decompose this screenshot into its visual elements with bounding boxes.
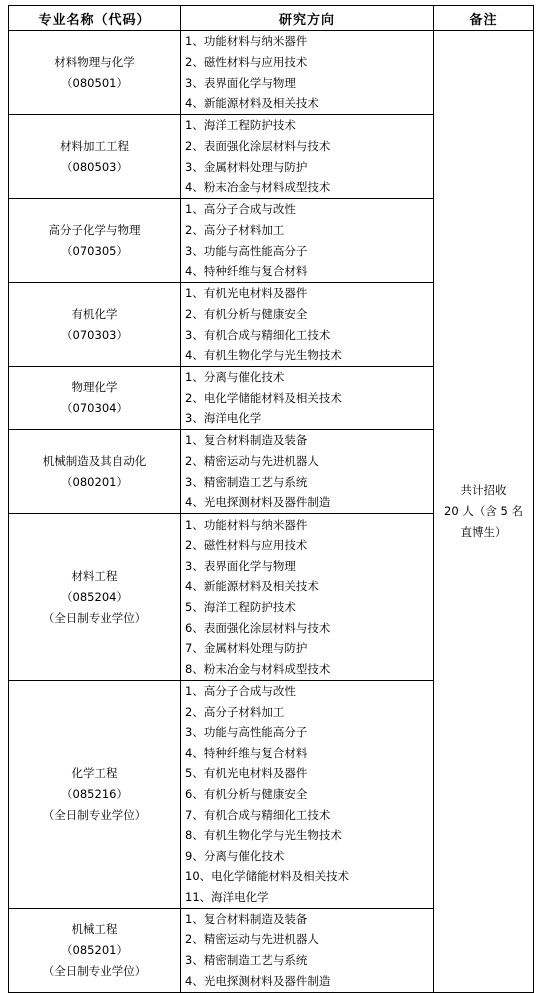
research-direction: 6、表面强化涂层材料与技术 bbox=[185, 620, 331, 635]
major-code: （070303） bbox=[61, 327, 128, 342]
research-direction: 3、表界面化学与物理 bbox=[185, 558, 296, 573]
research-direction: 2、磁性材料与应用技术 bbox=[185, 538, 308, 553]
directions-cell bbox=[181, 367, 434, 430]
research-direction: 3、精密制造工艺与系统 bbox=[185, 953, 308, 968]
major-code: （070304） bbox=[61, 401, 128, 415]
research-direction: 4、粉末冶金与材料成型技术 bbox=[185, 180, 331, 195]
research-direction: 1、功能材料与纳米器件 bbox=[185, 517, 308, 532]
major-code: （070305） bbox=[61, 243, 128, 258]
research-direction: 4、特种纤维与复合材料 bbox=[185, 745, 308, 760]
research-direction: 5、海洋工程防护技术 bbox=[185, 600, 296, 614]
research-direction: 2、表面强化涂层材料与技术 bbox=[185, 138, 331, 153]
header-note: 备注 bbox=[434, 6, 534, 31]
research-direction: 4、光电探测材料及器件制造 bbox=[185, 973, 331, 988]
major-code: （085201） bbox=[61, 942, 128, 957]
major-name: 材料物理与化学 bbox=[54, 54, 135, 69]
major-name: 材料工程 bbox=[71, 568, 118, 583]
admissions-table bbox=[8, 5, 534, 993]
directions-cell bbox=[181, 199, 434, 283]
research-direction: 3、精密制造工艺与系统 bbox=[185, 474, 308, 489]
major-name: 物理化学 bbox=[71, 380, 118, 394]
directions-cell bbox=[181, 115, 434, 199]
major-code: （080503） bbox=[61, 159, 128, 174]
research-direction: 4、光电探测材料及器件制造 bbox=[185, 495, 331, 510]
directions-cell bbox=[181, 430, 434, 514]
major-name: 材料加工工程 bbox=[60, 138, 129, 153]
research-direction: 2、电化学储能材料及相关技术 bbox=[185, 390, 342, 405]
major-code: （080501） bbox=[61, 75, 128, 90]
directions-cell bbox=[181, 283, 434, 367]
major-cell bbox=[9, 514, 181, 681]
major-cell bbox=[9, 283, 181, 367]
research-direction: 1、分离与催化技术 bbox=[185, 370, 285, 385]
note-line: 共计招收 bbox=[460, 482, 507, 497]
research-direction: 1、复合材料制造及装备 bbox=[185, 433, 308, 448]
header-row bbox=[9, 6, 534, 31]
research-direction: 2、高分子材料加工 bbox=[185, 704, 285, 719]
note-line: 20 人（含 5 名 bbox=[444, 503, 523, 518]
research-direction: 3、功能与高性能高分子 bbox=[185, 243, 308, 258]
directions-cell bbox=[181, 514, 434, 681]
research-direction: 11、海洋电化学 bbox=[185, 889, 269, 904]
note-line: 直博生） bbox=[460, 524, 507, 539]
table-row bbox=[9, 31, 534, 115]
research-direction: 8、粉末冶金与材料成型技术 bbox=[185, 661, 331, 676]
research-direction: 1、高分子合成与改性 bbox=[185, 202, 296, 217]
research-direction: 2、有机分析与健康安全 bbox=[185, 306, 308, 321]
research-direction: 4、有机生物化学与光生物技术 bbox=[185, 348, 342, 363]
major-cell bbox=[9, 199, 181, 283]
research-direction: 8、有机生物化学与光生物技术 bbox=[185, 828, 342, 843]
header-major: 专业名称（代码） bbox=[9, 6, 181, 31]
research-direction: 3、金属材料处理与防护 bbox=[185, 159, 308, 174]
directions-cell bbox=[181, 908, 434, 992]
research-direction: 1、功能材料与纳米器件 bbox=[185, 34, 308, 49]
major-cell bbox=[9, 31, 181, 115]
major-code: （085216） bbox=[61, 786, 128, 801]
research-direction: 1、有机光电材料及器件 bbox=[185, 286, 308, 301]
header-direction: 研究方向 bbox=[181, 6, 434, 31]
research-direction: 2、精密运动与先进机器人 bbox=[185, 932, 319, 947]
major-cell bbox=[9, 908, 181, 992]
research-direction: 3、有机合成与精细化工技术 bbox=[185, 327, 331, 342]
research-direction: 2、精密运动与先进机器人 bbox=[185, 453, 319, 468]
major-code: （080201） bbox=[61, 474, 128, 489]
research-direction: 1、高分子合成与改性 bbox=[185, 684, 296, 698]
research-direction: 3、功能与高性能高分子 bbox=[185, 725, 308, 740]
research-direction: 2、磁性材料与应用技术 bbox=[185, 54, 308, 69]
major-name: 高分子化学与物理 bbox=[48, 222, 141, 237]
major-degree-type: （全日制专业学位） bbox=[42, 963, 147, 978]
research-direction: 3、表界面化学与物理 bbox=[185, 75, 296, 90]
research-direction: 1、海洋工程防护技术 bbox=[185, 118, 296, 133]
major-name: 机械制造及其自动化 bbox=[42, 453, 147, 468]
major-cell bbox=[9, 681, 181, 909]
major-degree-type: （全日制专业学位） bbox=[42, 610, 147, 625]
research-direction: 3、海洋电化学 bbox=[185, 411, 262, 426]
major-degree-type: （全日制专业学位） bbox=[42, 807, 147, 822]
research-direction: 4、新能源材料及相关技术 bbox=[185, 579, 319, 594]
research-direction: 2、高分子材料加工 bbox=[185, 222, 285, 237]
directions-cell bbox=[181, 681, 434, 909]
major-name: 有机化学 bbox=[71, 306, 118, 321]
research-direction: 4、新能源材料及相关技术 bbox=[185, 96, 319, 111]
major-cell bbox=[9, 367, 181, 430]
research-direction: 6、有机分析与健康安全 bbox=[185, 786, 308, 801]
note-cell bbox=[434, 31, 534, 993]
major-cell bbox=[9, 430, 181, 514]
research-direction: 10、电化学储能材料及相关技术 bbox=[185, 869, 350, 884]
research-direction: 1、复合材料制造及装备 bbox=[185, 911, 308, 926]
major-name: 化学工程 bbox=[71, 765, 118, 780]
major-cell bbox=[9, 115, 181, 199]
research-direction: 9、分离与催化技术 bbox=[185, 848, 285, 863]
research-direction: 4、特种纤维与复合材料 bbox=[185, 264, 308, 279]
table-body bbox=[9, 31, 534, 993]
major-code: （085204） bbox=[61, 589, 128, 604]
directions-cell bbox=[181, 31, 434, 115]
research-direction: 5、有机光电材料及器件 bbox=[185, 766, 308, 781]
major-name: 机械工程 bbox=[71, 921, 118, 936]
research-direction: 7、有机合成与精细化工技术 bbox=[185, 807, 331, 822]
research-direction: 7、金属材料处理与防护 bbox=[185, 641, 308, 656]
